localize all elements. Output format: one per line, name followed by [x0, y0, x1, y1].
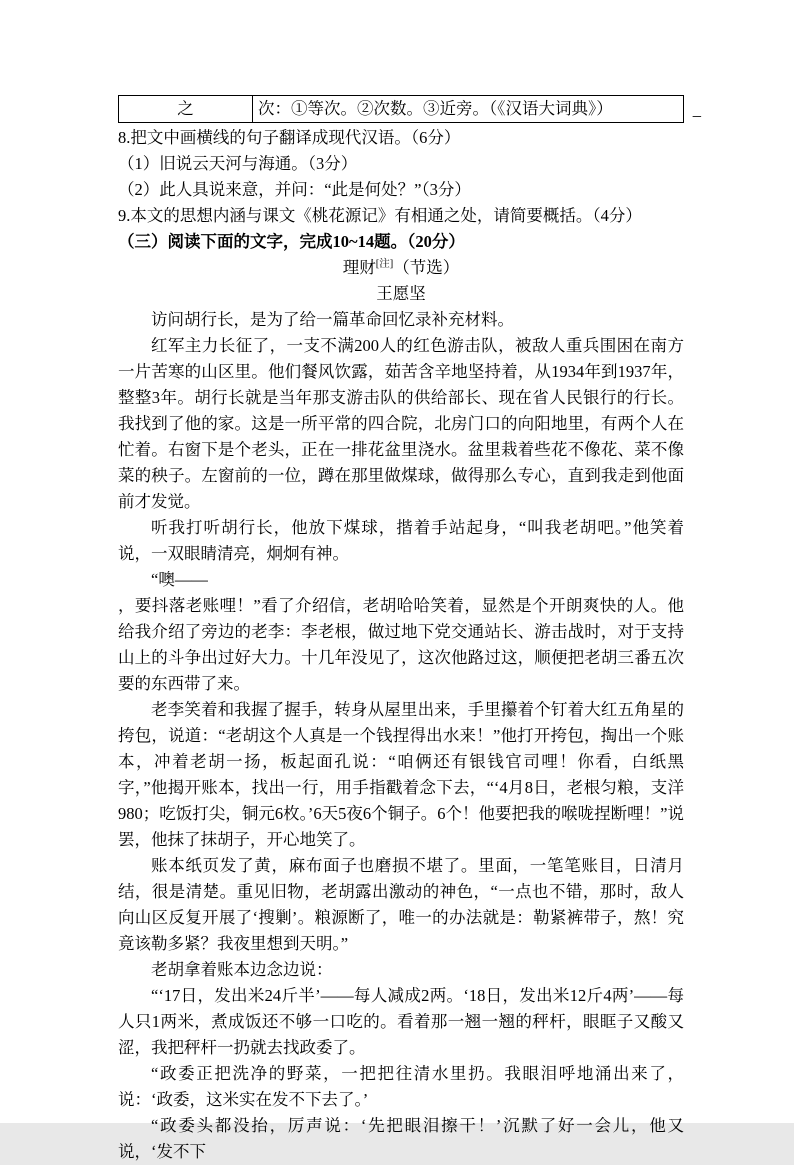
question-9: 9.本文的思想内涵与课文《桃花源记》有相通之处，请简要概括。（4分）	[118, 206, 642, 225]
dictionary-table	[118, 95, 701, 123]
passage-title-suffix: （节选）	[393, 258, 460, 277]
passage-paragraph-1: 访问胡行长，是为了给一篇革命回忆录补充材料。	[151, 310, 514, 329]
passage-paragraph-10: “政委正把洗净的野菜，一把把往清水里扔。我眼泪呼地涌出来了，说：‘政委，这米实在发不下去了。’	[118, 1064, 684, 1109]
passage-body	[118, 307, 684, 1165]
passage-paragraph-3: 听我打听胡行长，他放下煤球，揩着手站起身，“叫我老胡吧。”他笑着说，一双眼睛清亮，炯炯有神。	[118, 518, 684, 563]
dict-term-cell: 之	[119, 96, 253, 123]
question-8-sub-2: （2）此人具说来意，并问：“此是何处？”（3分）	[118, 180, 471, 199]
passage-author: 王愿坚	[376, 284, 426, 303]
section-heading: （三）阅读下面的文字，完成10~14题。（20分）	[118, 232, 465, 251]
passage-title-text: 理财	[342, 258, 376, 277]
passage-paragraph-2: 红军主力长征了，一支不满200人的红色游击队，被敌人重兵围困在南方一片苦寒的山区里。他们餐风饮露，茹苦含辛地坚持着，从1934年到1937年，整整3年。胡行长就是当年那支游击队的供给部长、现在省人民银行的行长。我找到了他的家。这是一所平常的四合院，北房门口的向阳地里，有两个人在忙着。右窗下是个老头，正在一排花盆里浇水。盆里栽着些花不像花、菜不像菜的秧子。左窗前的一位，蹲在那里做煤球，做得那么专心，直到我走到他面前才发觉。	[118, 336, 684, 511]
passage-paragraph-7: 账本纸页发了黄，麻布面子也磨损不堪了。里面，一笔笔账目，日清月结，很是清楚。重见旧物，老胡露出激动的神色，“一点也不错，那时，敌人向山区反复开展了‘搜剿’。粮源断了，唯一的办法就是：勒紧裤带子，熬！究竟该勒多紧？我夜里想到天明。”	[118, 856, 684, 953]
passage-paragraph-11: “政委头都没抬，厉声说：‘先把眼泪擦干！’沉默了好一会儿，他又说，‘发不下	[118, 1116, 684, 1161]
dict-definition-cell: 次：①等次。②次数。③近旁。（《汉语大词典》）	[253, 96, 684, 123]
dict-table-row	[119, 96, 684, 123]
passage-paragraph-8: 老胡拿着账本边念边说：	[151, 960, 333, 979]
passage-paragraph-5: ，要抖落老账哩！”看了介绍信，老胡哈哈笑着，显然是个开朗爽快的人。他给我介绍了旁边的老李：李老根，做过地下党交通站长、游击战时，对于支持山上的斗争出过好大力。十几年没见了，这次他路过这，顺便把老胡三番五次要的东西带了来。	[118, 596, 684, 693]
question-8-sub-1: （1）旧说云天河与海通。（3分）	[118, 154, 358, 173]
question-8: 8.把文中画横线的句子翻译成现代汉语。（6分）	[118, 128, 461, 147]
page-content	[118, 95, 701, 1165]
passage-title	[118, 255, 684, 281]
blank-underscore: _	[692, 100, 701, 119]
passage-title-note-marker: [注]	[375, 258, 394, 270]
passage-paragraph-4: “噢——	[151, 570, 208, 589]
passage-paragraph-9: “‘17日，发出米24斤半’——每人减成2两。‘18日，发出米12斤4两’——每人只1两米，煮成饭还不够一口吃的。看着那一翘一翘的秤杆，眼眶子又酸又涩，我把秤杆一扔就去找政委了。	[118, 986, 684, 1057]
passage-paragraph-6: 老李笑着和我握了握手，转身从屋里出来，手里攥着个钉着大红五角星的挎包，说道：“老胡这个人真是一个钱捏得出水来！”他打开挎包，掏出一个账本，冲着老胡一扬，板起面孔说：“咱俩还有银钱官司哩！你看，白纸黑字，”他揭开账本，找出一行，用手指戳着念下去，“‘4月8日，老根匀粮，支洋980；吃饭打尖，铜元6枚。’6天5夜6个铜子。6个！他要把我的喉咙捏断哩！”说罢，他抹了抹胡子，开心地笑了。	[118, 700, 684, 849]
